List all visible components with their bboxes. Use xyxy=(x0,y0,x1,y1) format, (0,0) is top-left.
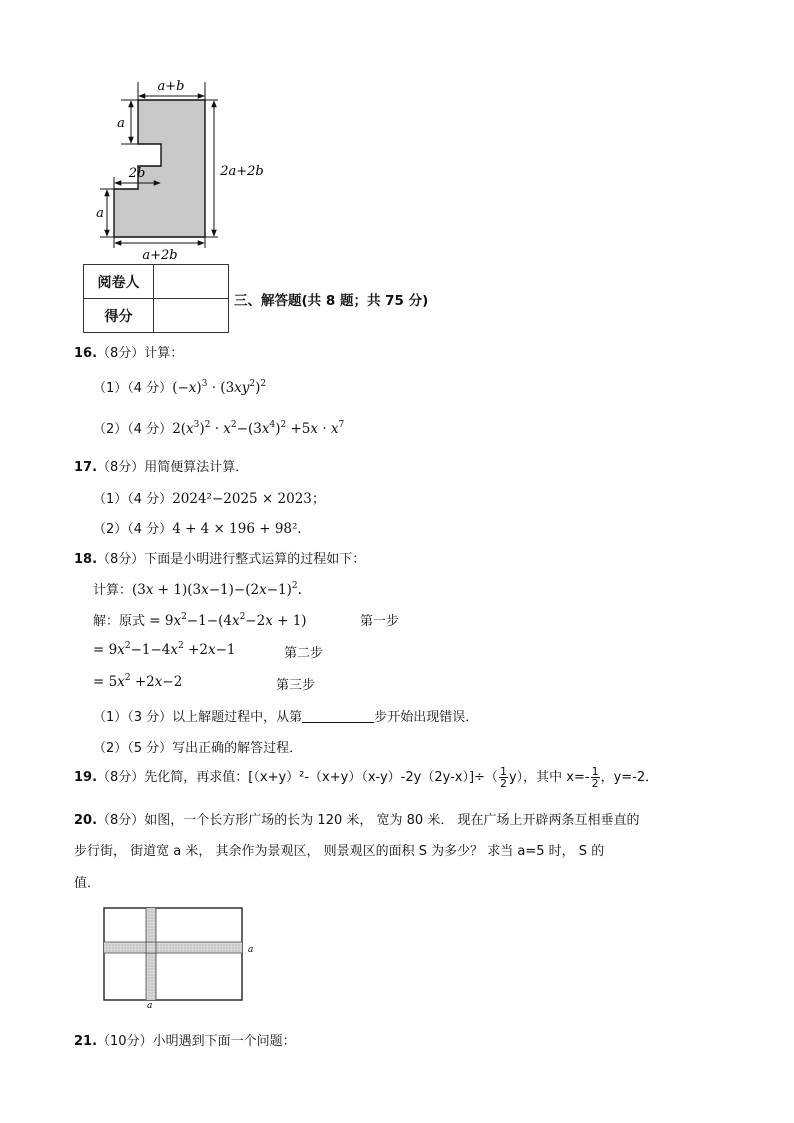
street-width-label-right: a xyxy=(248,945,254,955)
q18-solution-line2: = $9x^2-1-4x^2 +2x-1$ xyxy=(93,641,236,658)
top-dimension-label: a+b xyxy=(157,79,185,94)
q21-stem xyxy=(74,1030,296,1049)
q17-text: （8分）用简便算法计算． xyxy=(97,460,249,475)
q19-stem: 19.（8分）先化简，再求值：[（x+y）²-（x+y）（x-y）-2y（2y-x）]÷（ $\frac{1}{2}$ y），其中 x=- $\frac{1}{2}$ ，y=-2． xyxy=(74,765,659,790)
q17-number: 17. xyxy=(74,460,98,475)
q16-number: 16. xyxy=(74,346,98,361)
q18-step1-label: 第一步 xyxy=(360,614,400,629)
left-upper-dimension-label: a xyxy=(117,116,125,131)
q17-stem xyxy=(74,456,248,475)
right-dimension-label: 2a+2b xyxy=(220,164,264,179)
q18-number: 18. xyxy=(74,552,98,567)
q18-text: （8分）下面是小明进行整式运算的过程如下： xyxy=(97,552,366,567)
q20-line3: 值． xyxy=(74,876,101,891)
q18-calc: 计算：$(3x + 1)(3x-1)-(2x-1)^2$. xyxy=(93,581,302,598)
q18-step2-label: 第二步 xyxy=(284,646,324,661)
section-title: 三、解答题(共 8 题；共 75 分) xyxy=(234,293,429,309)
q16-text: （8分）计算： xyxy=(97,346,184,361)
q17-part2: （2）（4 分）4 + 4 × 196 + 98²． xyxy=(93,521,311,537)
q16-part1: （1）（4 分）$(-x)^3 \cdot (3xy^2)^2$ xyxy=(93,379,267,396)
q21-text: （10分）小明遇到下面一个问题： xyxy=(97,1034,296,1049)
q16-part1-expression: $(-x)^3 \cdot (3xy^2)^2$ xyxy=(172,379,267,396)
q20-line1: 20.（8分）如图，一个长方形广场的长为 120 米， 宽为 80 米． 现在广场上开辟两条互相垂直的 xyxy=(74,813,640,828)
left-lower-dimension-label: a xyxy=(96,206,104,221)
grader-cell[interactable] xyxy=(154,265,229,299)
q16-part2: （2）（4 分）$2(x^3)^2 \cdot x^2-(3x^4)^2 +5x \cdot x^7$ xyxy=(93,420,345,437)
horizontal-street xyxy=(104,942,242,953)
bottom-dimension-label: a+2b xyxy=(142,248,178,262)
q17-part1-expression: 2024²−2025 × 2023； xyxy=(172,491,326,507)
score-table xyxy=(83,264,229,333)
q18-part1: （1）（3 分）以上解题过程中，从第 步开始出现错误． xyxy=(93,710,479,725)
q20-line2: 步行街， 街道宽 a 米， 其余作为景观区， 则景观区的面积 S 为多少？ 求当 a=5 时， S 的 xyxy=(74,844,605,859)
q16-part2-expression: $2(x^3)^2 \cdot x^2-(3x^4)^2 +5x \cdot x^7$ xyxy=(172,420,345,437)
q18-step3-label: 第三步 xyxy=(276,678,316,693)
score-label: 得分 xyxy=(84,299,154,333)
vertical-street xyxy=(146,908,156,1000)
q18-solution-line1: 解：原式 = $9x^2-1-(4x^2-2x + 1)$ xyxy=(93,612,307,629)
l-shape-region xyxy=(114,100,205,237)
grader-label: 阅卷人 xyxy=(84,265,154,299)
street-width-label-bottom: a xyxy=(147,1001,153,1009)
q19-fraction-x: $\frac{1}{2}$ xyxy=(591,765,599,790)
q19-number: 19. xyxy=(74,770,98,785)
q17-part2-expression: 4 + 4 × 196 + 98²． xyxy=(172,521,311,537)
q18-answer-blank[interactable] xyxy=(302,709,374,723)
notch-dimension-label: 2b xyxy=(128,166,146,181)
l-shape-figure xyxy=(90,76,280,262)
q18-solution-line3: = $5x^2 +2x-2$ xyxy=(93,673,183,690)
q19-fraction-half: $\frac{1}{2}$ xyxy=(499,765,507,790)
q17-part1: （1）（4 分）2024²−2025 × 2023； xyxy=(93,491,326,507)
q21-number: 21. xyxy=(74,1034,98,1049)
q18-calc-expression: $(3x + 1)(3x-1)-(2x-1)^2$. xyxy=(132,581,302,598)
q18-part2: （2）（5 分）写出正确的解答过程． xyxy=(93,741,303,756)
q20-number: 20. xyxy=(74,813,98,828)
square-plaza-figure xyxy=(100,905,260,1009)
score-cell[interactable] xyxy=(154,299,229,333)
q18-stem xyxy=(74,548,365,567)
q16-stem xyxy=(74,342,183,361)
